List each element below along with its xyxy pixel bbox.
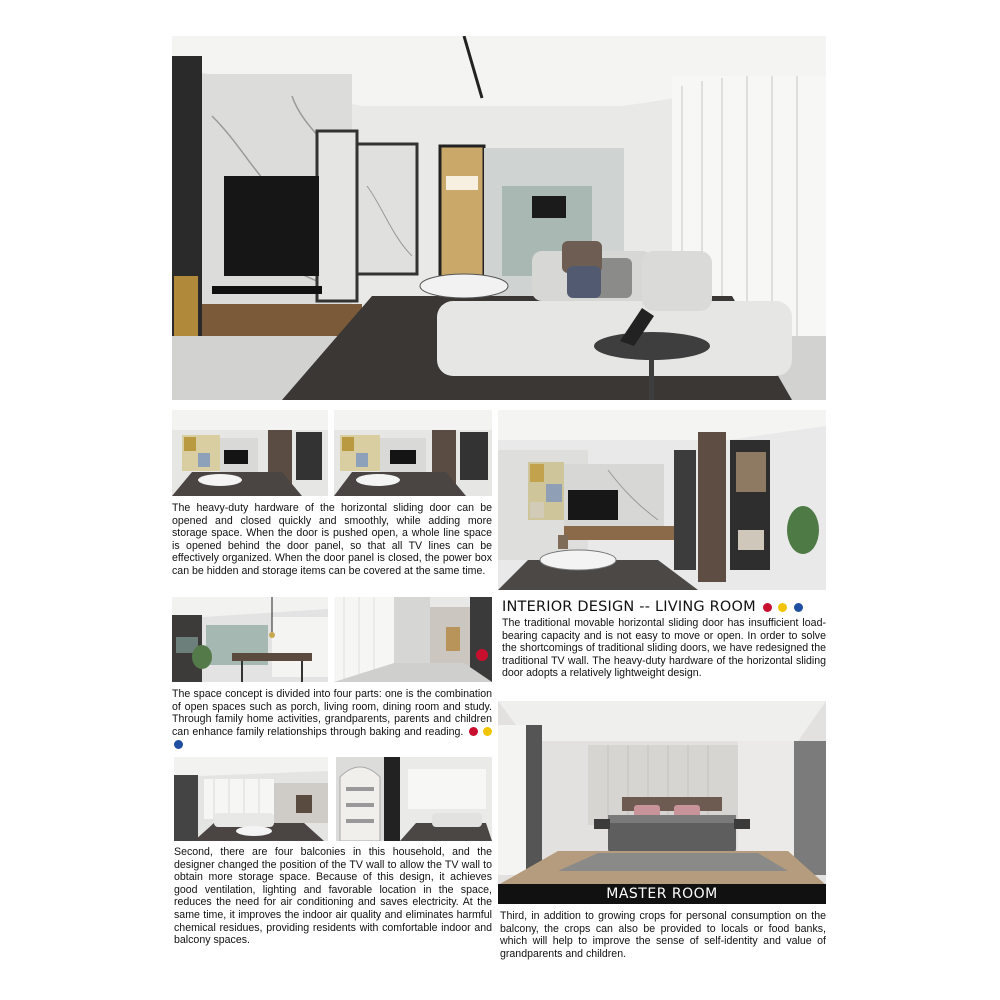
hero-living-room-photo bbox=[172, 36, 826, 400]
yellow-dot-icon bbox=[778, 603, 787, 612]
blue-dot-icon bbox=[174, 740, 183, 749]
paragraph-space-concept-text: The space concept is divided into four parts: one is the combination of open spaces such as porch, living room, dining room and study. Through family home activities, grandparents, parents and children can enhance family relationships through baking and reading. bbox=[172, 688, 492, 738]
paragraph-balcony-crops: Third, in addition to growing crops for personal consumption on the balcony, the crops can also be provided to locals or food banks, which will help to improve the sense of self-identity and value of grandparents and children. bbox=[500, 910, 826, 960]
living-room-tv-wall-photo bbox=[498, 410, 826, 590]
paragraph-balconies: Second, there are four balconies in this household, and the designer changed the position of the TV wall to allow the TV wall to obtain more storage space. Because of this design, it achieves good ventilation, lighting and favorable location in the space, reduces the need for air conditioning and saves electricity. At the same time, it improves the indoor air quality and eliminates harmful chemical residues, providing residents with comfortable indoor and balcony spaces. bbox=[174, 846, 492, 947]
master-room-photo bbox=[498, 701, 826, 885]
living-room-photo-small-1 bbox=[172, 410, 328, 496]
living-room-photo-small-2 bbox=[334, 410, 492, 496]
section-heading bbox=[502, 599, 803, 615]
heading-text: INTERIOR DESIGN -- LIVING ROOM bbox=[502, 599, 756, 615]
yellow-dot-icon bbox=[483, 727, 492, 736]
paragraph-traditional-sliding-door: The traditional movable horizontal sliding door has insufficient load-bearing capacity and is not easy to move or open. In order to solve the shortcomings of traditional sliding doors, we have redesigned the traditional TV wall. The heavy-duty hardware of the horizontal sliding door adopts a relatively lightweight design. bbox=[502, 617, 826, 680]
dining-room-photo bbox=[172, 597, 328, 682]
blue-dot-icon bbox=[794, 603, 803, 612]
red-dot-icon bbox=[469, 727, 478, 736]
paragraph-space-concept bbox=[172, 688, 492, 751]
living-room-arch-photo bbox=[336, 757, 492, 841]
hallway-photo bbox=[334, 597, 492, 682]
living-room-window-photo bbox=[174, 757, 328, 841]
master-room-caption: MASTER ROOM bbox=[498, 884, 826, 904]
paragraph-sliding-door-storage: The heavy-duty hardware of the horizontal sliding door can be opened and closed quickly and smoothly, while adding more storage space. When the door is pushed open, a whole line space is opened behind the door panel, so that all TV lines can be effectively organized. When the door panel is closed, the power box can be hidden and storage items can be covered at the same time. bbox=[172, 502, 492, 577]
red-dot-icon bbox=[763, 603, 772, 612]
